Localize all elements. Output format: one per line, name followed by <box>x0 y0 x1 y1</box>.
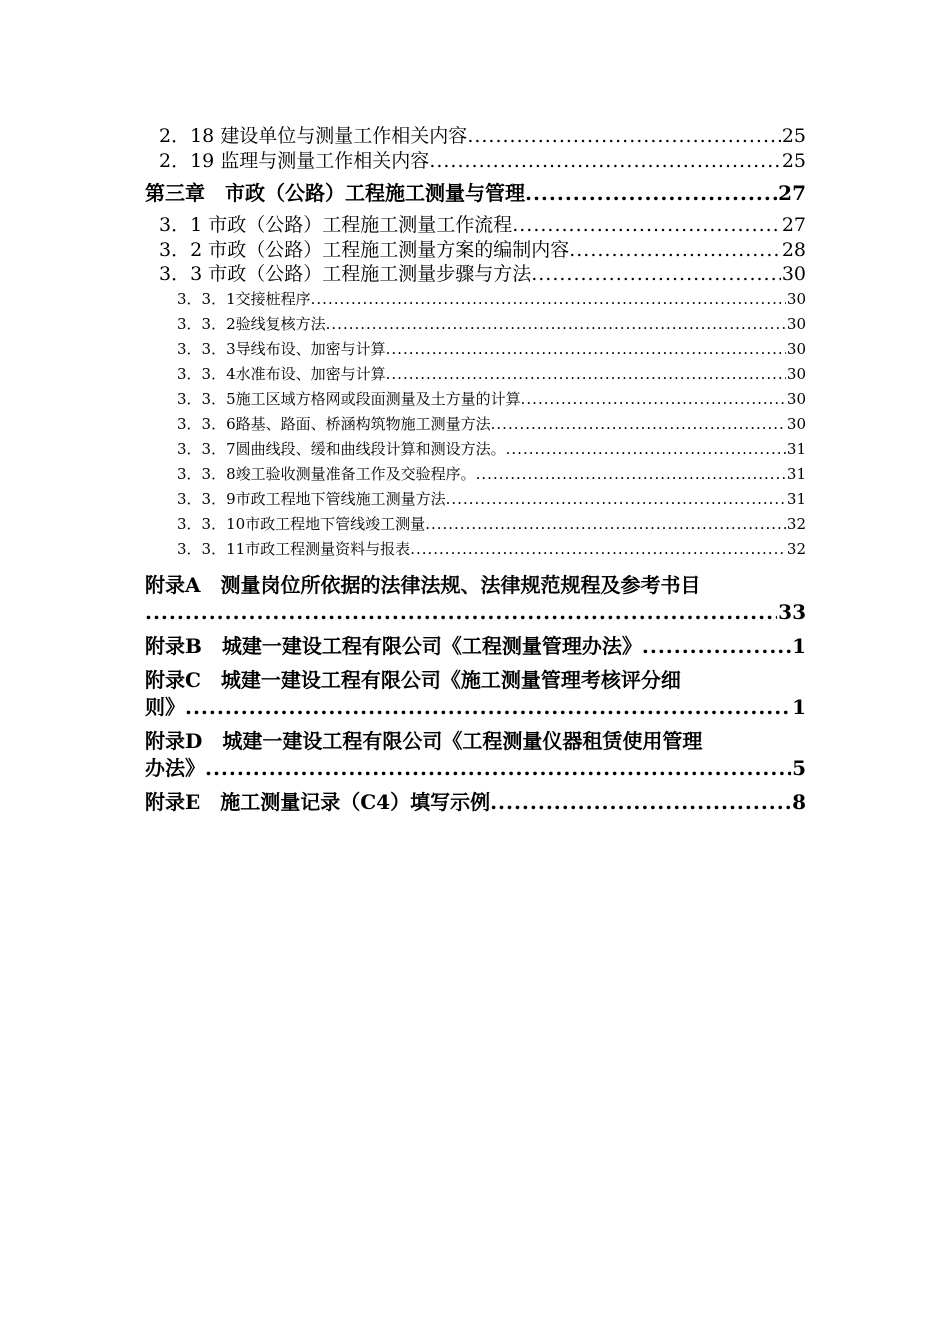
toc-page-number: 31 <box>786 489 806 508</box>
toc-page-number: 30 <box>781 263 806 285</box>
toc-entry-label: 附录B 城建一建设工程有限公司《工程测量管理办法》 <box>145 633 642 658</box>
dot-leader <box>525 180 777 207</box>
toc-page-number: 32 <box>786 514 806 533</box>
dot-leader <box>410 537 786 562</box>
dot-leader <box>311 287 786 312</box>
dot-leader <box>429 149 781 174</box>
toc-page-number: 25 <box>781 149 806 172</box>
toc-entry-label: 附录D 城建一建设工程有限公司《工程测量仪器租赁使用管理 <box>145 728 703 753</box>
toc-page-number: 32 <box>786 539 806 558</box>
toc-page-number: 31 <box>786 464 806 483</box>
toc-page-number: 30 <box>786 314 806 333</box>
toc-entry-3-3-9[interactable] <box>145 487 806 512</box>
toc-entry-label-continued: 则》 <box>145 694 185 719</box>
toc-entry-appendix-e[interactable] <box>145 789 806 816</box>
toc-entry-label: 3．3．6路基、路面、桥涵构筑物施工测量方法 <box>177 414 491 433</box>
dot-leader <box>531 262 781 287</box>
dot-leader <box>185 694 791 721</box>
toc-entry-3-3-10[interactable] <box>145 512 806 537</box>
toc-entry-2-19[interactable] <box>145 149 806 174</box>
toc-entry-label: 3．3．9市政工程地下管线施工测量方法 <box>177 489 446 508</box>
dot-leader <box>642 633 791 660</box>
toc-entry-label: 3．2 市政（公路）工程施工测量方案的编制内容 <box>159 238 570 261</box>
toc-page-number: 30 <box>786 364 806 383</box>
toc-entry-3-1[interactable] <box>145 213 806 238</box>
toc-entry-label: 2．19 监理与测量工作相关内容 <box>159 149 430 172</box>
dot-leader <box>512 213 781 238</box>
dot-leader <box>506 437 786 462</box>
toc-entry-label: 3．3．11市政工程测量资料与报表 <box>177 539 411 558</box>
toc-page-number: 31 <box>786 439 806 458</box>
toc-page-number: 30 <box>786 389 806 408</box>
dot-leader <box>569 238 781 263</box>
toc-page-number: 30 <box>786 339 806 358</box>
toc-entry-appendix-b[interactable] <box>145 633 806 660</box>
toc-entry-label-continued: 办法》 <box>145 755 205 780</box>
toc-entry-label: 3．3．4水准布设、加密与计算 <box>177 364 386 383</box>
toc-entry-3-3[interactable] <box>145 262 806 287</box>
dot-leader <box>205 755 791 782</box>
toc-page-number: 1 <box>792 694 806 719</box>
toc-entry-label: 3．3．3导线布设、加密与计算 <box>177 339 386 358</box>
dot-leader <box>326 312 786 337</box>
toc-entry-label: 3．3．10市政工程地下管线竣工测量 <box>177 514 426 533</box>
toc-entry-label: 3．3．5施工区域方格网或段面测量及土方量的计算 <box>177 389 521 408</box>
toc-page-number: 28 <box>781 238 806 261</box>
toc-entry-label: 第三章 市政（公路）工程施工测量与管理 <box>145 181 525 205</box>
toc-entry-label: 3．1 市政（公路）工程施工测量工作流程 <box>159 214 513 236</box>
toc-entry-3-3-7[interactable] <box>145 437 806 462</box>
toc-entry-3-3-1[interactable] <box>145 287 806 312</box>
toc-entry-3-3-5[interactable] <box>145 387 806 412</box>
toc-entry-2-18[interactable] <box>145 124 806 149</box>
toc-entry-label: 2．18 建设单位与测量工作相关内容 <box>159 125 468 147</box>
dot-leader <box>386 337 786 362</box>
dot-leader <box>491 412 786 437</box>
toc-page-number: 5 <box>792 755 806 780</box>
dot-leader <box>386 362 786 387</box>
dot-leader <box>446 487 786 512</box>
toc-entry-label: 3．3 市政（公路）工程施工测量步骤与方法 <box>159 263 532 285</box>
toc-page-number: 25 <box>781 125 806 147</box>
toc-page-number: 30 <box>786 414 806 433</box>
toc-entry-label: 3．3．8竣工验收测量准备工作及交验程序。 <box>177 464 476 483</box>
toc-entry-3-3-2[interactable] <box>145 312 806 337</box>
dot-leader <box>145 599 777 626</box>
table-of-contents <box>145 124 806 816</box>
dot-leader <box>521 387 786 412</box>
toc-entry-3-3-3[interactable] <box>145 337 806 362</box>
toc-entry-label: 3．3．1交接桩程序 <box>177 289 311 308</box>
toc-page-number: 27 <box>781 214 806 236</box>
toc-entry-label: 3．3．2验线复核方法 <box>177 314 326 333</box>
dot-leader <box>490 789 791 816</box>
toc-entry-label: 附录E 施工测量记录（C4）填写示例 <box>145 789 491 814</box>
toc-page-number: 27 <box>778 181 806 205</box>
toc-entry-appendix-c[interactable] <box>145 667 806 721</box>
toc-page-number: 8 <box>792 789 806 814</box>
dot-leader <box>476 462 786 487</box>
toc-page-number: 1 <box>792 633 806 658</box>
toc-entry-label: 附录C 城建一建设工程有限公司《施工测量管理考核评分细 <box>145 667 681 692</box>
toc-page-number: 30 <box>786 289 806 308</box>
toc-entry-3-3-8[interactable] <box>145 462 806 487</box>
toc-page-number: 33 <box>778 599 806 624</box>
toc-entry-3-3-11[interactable] <box>145 537 806 562</box>
toc-entry-appendix-a[interactable] <box>145 572 806 626</box>
toc-entry-label: 附录A 测量岗位所依据的法律法规、法律规范规程及参考书目 <box>145 572 701 597</box>
toc-entry-label: 3．3．7圆曲线段、缓和曲线段计算和测设方法。 <box>177 439 506 458</box>
toc-entry-3-3-6[interactable] <box>145 412 806 437</box>
dot-leader <box>425 512 786 537</box>
dot-leader <box>467 124 781 149</box>
toc-entry-chapter-3[interactable] <box>145 180 806 207</box>
toc-entry-3-2[interactable] <box>145 238 806 263</box>
toc-entry-3-3-4[interactable] <box>145 362 806 387</box>
toc-entry-appendix-d[interactable] <box>145 728 806 782</box>
